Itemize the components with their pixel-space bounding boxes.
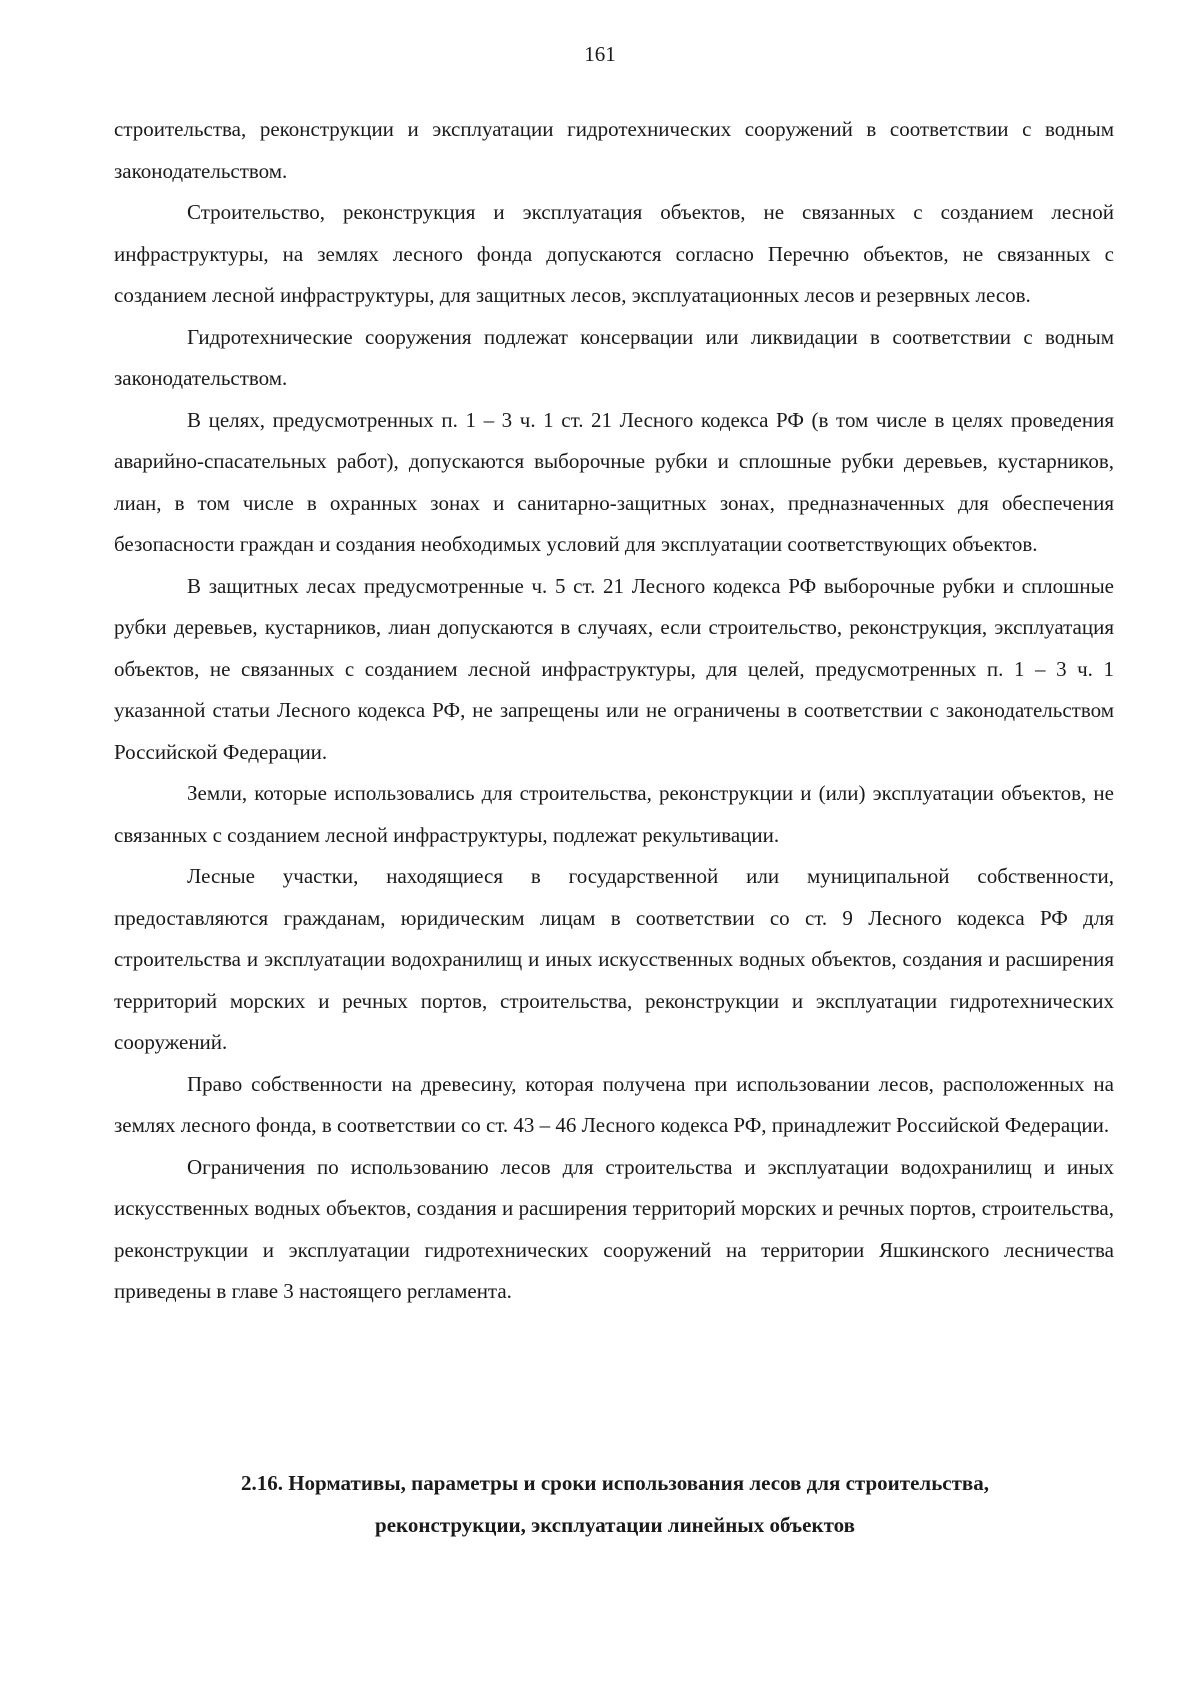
paragraph: Ограничения по использованию лесов для строительства и эксплуатации водохранилищ и иных искусственных водных объектов, создания и расширения территорий морских и речных портов, строительства, реконструкции и эксплуатации гидротехнических сооружений на территории Яшкинского лесничества приведены в главе 3 настоящего регламента.: [114, 1154, 1114, 1303]
page-number: 161: [584, 42, 616, 66]
paragraph-continuation: строительства, реконструкции и эксплуатации гидротехнических сооружений в соответствии с водным законодательством.: [114, 117, 1114, 183]
paragraph: В защитных лесах предусмотренные ч. 5 ст. 21 Лесного кодекса РФ выборочные рубки и сплошные рубки деревьев, кустарников, лиан допускаются в случаях, если строительство, реконструкция, эксплуатация объектов, не связанных с созданием лесной инфраструктуры, для целей, предусмотренных п. 1 – 3 ч. 1 указанной статьи Лесного кодекса РФ, не запрещены или не ограничены в соответствии с законодательством Российской Федерации.: [114, 573, 1114, 764]
body-text: [114, 109, 1114, 1313]
section-heading-line-2: реконструкции, эксплуатации линейных объектов: [375, 1513, 855, 1537]
paragraph: Гидротехнические сооружения подлежат консервации или ликвидации в соответствии с водным законодательством.: [114, 324, 1114, 390]
paragraph: Лесные участки, находящиеся в государственной или муниципальной собственности, предоставляются гражданам, юридическим лицам в соответствии со ст. 9 Лесного кодекса РФ для строительства и эксплуатации водохранилищ и иных искусственных водных объектов, создания и расширения территорий морских и речных портов, строительства, реконструкции и эксплуатации гидротехнических сооружений.: [114, 864, 1114, 1054]
paragraph: Строительство, реконструкция и эксплуатация объектов, не связанных с созданием лесной инфраструктуры, на землях лесного фонда допускаются согласно Перечню объектов, не связанных с созданием лесной инфраструктуры, для защитных лесов, эксплуатационных лесов и резервных лесов.: [114, 200, 1114, 307]
paragraph: Право собственности на древесину, которая получена при использовании лесов, расположенных на землях лесного фонда, в соответствии со ст. 43 – 46 Лесного кодекса РФ, принадлежит Российской Федерации.: [114, 1071, 1114, 1137]
paragraph: Земли, которые использовались для строительства, реконструкции и (или) эксплуатации объектов, не связанных с созданием лесной инфраструктуры, подлежат рекультивации.: [114, 781, 1114, 847]
section-heading: [150, 1462, 1080, 1546]
section-heading-line-1: 2.16. Нормативы, параметры и сроки использования лесов для строительства,: [240, 1471, 990, 1495]
paragraph: В целях, предусмотренных п. 1 – 3 ч. 1 ст. 21 Лесного кодекса РФ (в том числе в целях проведения аварийно-спасательных работ), допускаются выборочные рубки и сплошные рубки деревьев, кустарников, лиан, в том числе в охранных зонах и санитарно-защитных зонах, предназначенных для обеспечения безопасности граждан и создания необходимых условий для эксплуатации соответствующих объектов.: [114, 407, 1114, 556]
